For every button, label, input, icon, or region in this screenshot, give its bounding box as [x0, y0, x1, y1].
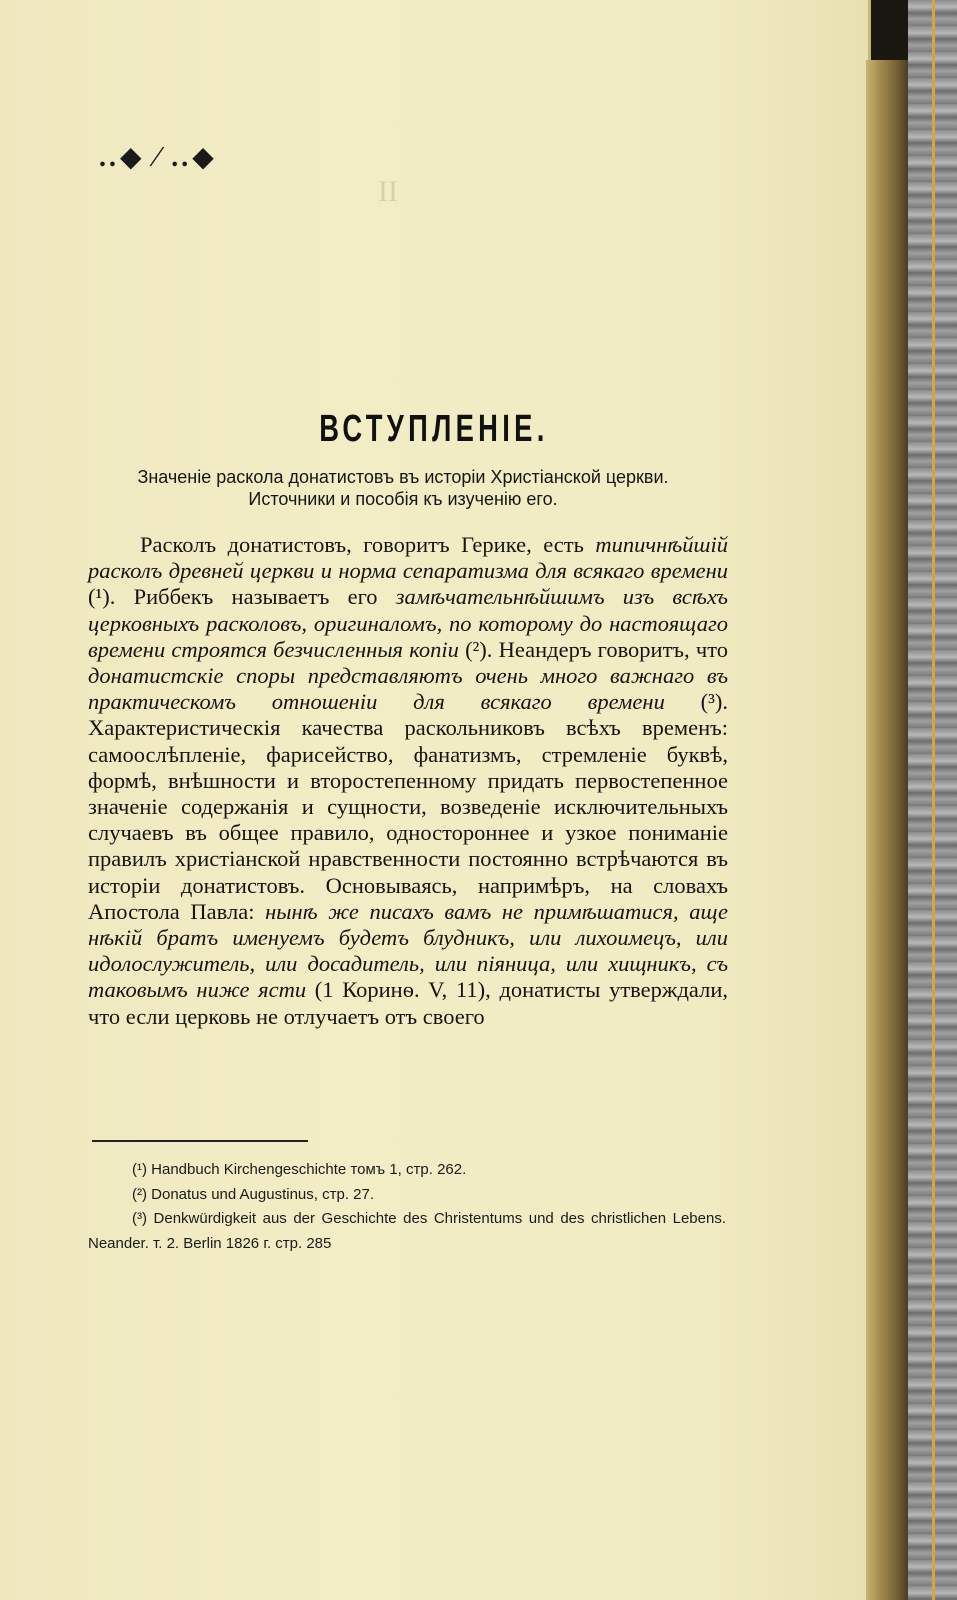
footnote-1: (¹) Handbuch Kirchengeschichte томъ 1, стр. 262.	[132, 1161, 467, 1178]
quote-gericke: типичнѣйшій расколъ древней церкви и норма сепаратизма для всякаго времени	[88, 532, 728, 584]
footnotes	[88, 1158, 726, 1256]
body-text-5: (1 Коринѳ. V, 11), донатисты утверждали, что если церковь не отлучаетъ отъ своего	[88, 977, 728, 1029]
footnote-2: (²) Donatus und Augustinus, стр. 27.	[132, 1185, 375, 1203]
ink-blot-mark: ..◆ ⁄ ..◆	[100, 142, 217, 173]
quote-apostle-paul: нынѣ же писахъ вамъ не примѣшатися, аще нѣкій братъ именуемъ будетъ блудникъ, или лихоимецъ, или идолослужитель, или досадитель, или піяница, или хищникъ, съ таковымъ ниже ясти	[88, 898, 728, 1003]
footnote-3: (³) Denkwürdigkeit aus der Geschichte des Christentums und des christlichen Lebens. Neander. т. 2. Berlin 1826 г. стр. 285	[88, 1210, 726, 1252]
footnote-divider	[92, 1140, 308, 1142]
body-text-4: (³). Характеристическія качества раскольниковъ всѣхъ временъ: самоослѣпленіе, фарисейство, фанатизмъ, стремленіе буквѣ, формѣ, внѣшности и второстепенному придать первостепенное значеніе содержанія и сущности, возведеніе исключительныхъ случаевъ въ общее правило, одностороннее и узкое пониманіе правилъ христіанской нравственности постоянно встрѣчаются въ исторіи донатистовъ. Основываясь, напримѣръ, на словахъ Апостола Павла:	[88, 689, 729, 924]
quote-neander: донатистскіе споры представляютъ очень много важнаго въ практическомъ отношеніи для всякаго времени	[88, 663, 728, 715]
body-text-3: (²). Неандеръ говоритъ, что	[458, 636, 728, 662]
chapter-subheading	[78, 466, 728, 510]
spine-accent-line	[932, 0, 935, 1600]
body-text-1: Расколъ донатистовъ, говоритъ Герике, есть	[140, 532, 596, 557]
subheading-line-1: Значеніе раскола донатистовъ въ исторіи Христіанской церкви.	[137, 467, 669, 487]
quote-ribbeck: замѣчательнѣйшимъ изъ всѣхъ церковныхъ расколовъ, оригиналомъ, по которому до настоящаго времени строятся безчисленныя копіи	[88, 584, 728, 662]
bleed-through-page-number: II	[378, 175, 398, 208]
body-text-2: (¹). Риббекъ называетъ его	[88, 584, 396, 610]
body-paragraph	[88, 532, 728, 1030]
page-stack-edge	[866, 60, 908, 1600]
subheading-line-2: Источники и пособія къ изученію его.	[248, 489, 558, 509]
chapter-heading: ВСТУПЛЕНІЕ.	[319, 408, 549, 450]
